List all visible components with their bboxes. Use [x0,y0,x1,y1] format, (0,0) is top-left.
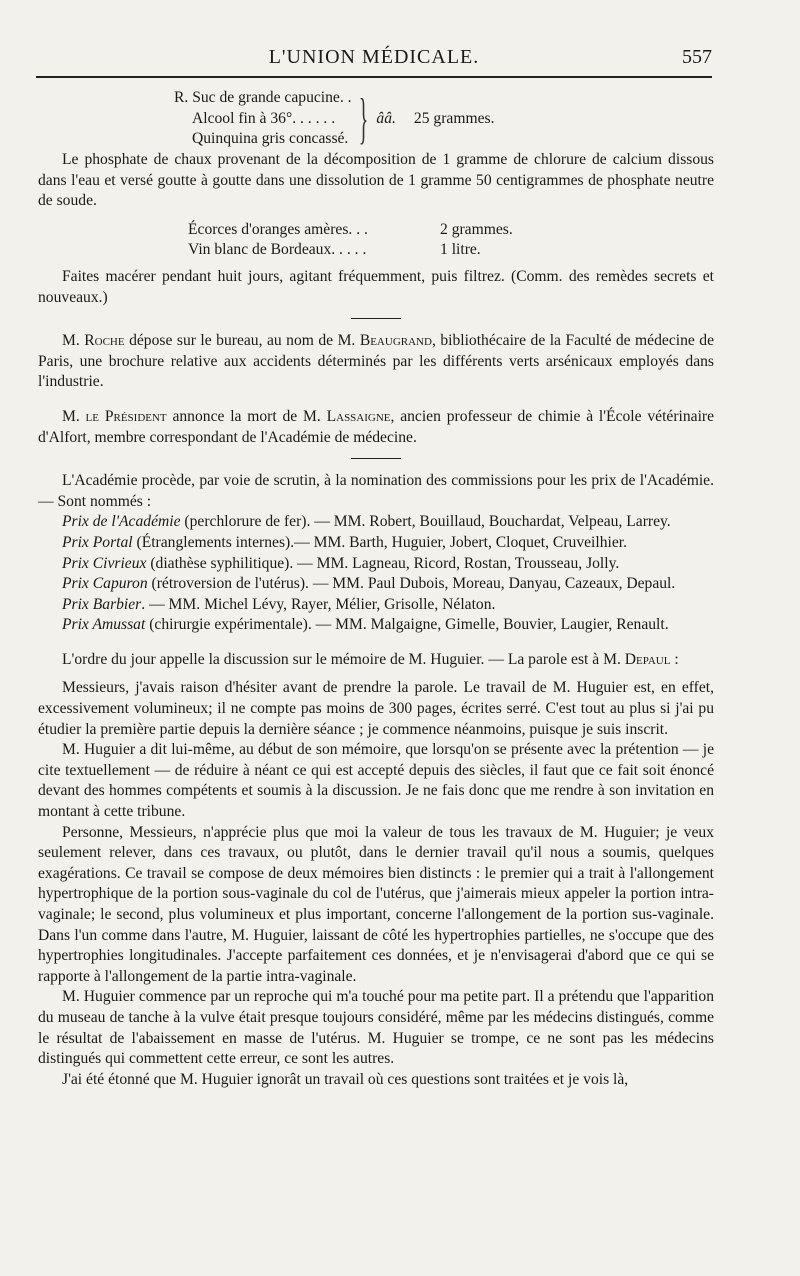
formula-line: Alcool fin à 36°. . . . . . [192,109,336,127]
prize-item: Prix de l'Académie (perchlorure de fer). — MM. Robert, Bouillaud, Bouchardat, Velpeau, Larrey. [62,513,671,531]
speech-paragraph: M. Huguier commence par un reproche qui m'a touché pour ma petite part. Il a prétendu que l'apparition du museau de tanche à la vulve était presque toujours considéré, même par les médecins distingués, comme le résultat de l'abaissement en masse de l'utérus. M. Huguier se trompe, ce ne sont pas les médecins distingués qui commettent cette erreur, ce sont les autres. [38,988,714,1068]
formula-line: Vin blanc de Bordeaux. . . . . [188,241,367,259]
formula-line: R. Suc de grande capucine. . [174,89,352,107]
speech-paragraph: J'ai été étonné que M. Huguier ignorât un travail où ces questions sont traitées et je vois là, [62,1070,629,1088]
prize-item: Prix Portal (Étranglements internes).— MM. Barth, Huguier, Jobert, Cloquet, Cruveilhier. [62,533,627,551]
speech-paragraph: Messieurs, j'avais raison d'hésiter avant de prendre la parole. Le travail de M. Huguier est, en effet, excessivement volumineux; il ne compte pas moins de 300 pages, écrites serré. C'est tout au plus si j'ai pu étudier la première partie depuis la dernière séance ; je commence néanmoins, puisque je suis inscrit. [38,679,714,738]
paragraph-maceration: Faites macérer pendant huit jours, agitant fréquemment, puis filtrez. (Comm. des remèdes secrets et nouveaux.) [38,267,714,306]
prize-item: Prix Amussat (chirurgie expérimentale). — MM. Malgaigne, Gimelle, Bouvier, Laugier, Renault. [62,616,669,634]
article-body [38,88,714,1090]
speech-paragraph: Personne, Messieurs, n'apprécie plus que moi la valeur de tous les travaux de M. Huguier; je veux seulement relever, dans ces travaux, ou plutôt, dans le dernier travail qu'il nous a soumis, quelques exagérations. Ce travail se compose de deux mémoires bien distincts : le premier qui a trait à l'allongement hypertrophique de la portion sous-vaginale du col de l'utérus, que j'aimerais mieux appeler la portion intra-vaginale; le second, plus volumineux et plus important, concerne l'allongement de la portion sus-vaginale. Dans l'un comme dans l'autre, M. Huguier, laissant de côté les hypertrophies partielles, ne s'occupe que des hypertrophies longitudinales. J'accepte parfaitement ces données, et je n'envisagerai d'abord que ce qui se rapporte à l'allongement de la partie intra-vaginale. [38,823,714,985]
page-header [36,46,712,72]
formula-oranges [38,220,714,261]
formula-abbr: ââ. [376,109,396,127]
paragraph-scrutin: L'Académie procède, par voie de scrutin, à la nomination des commissions pour les prix de l'Académie. — Sont nommés : [38,472,714,510]
prize-item: Prix Capuron (rétroversion de l'utérus). — MM. Paul Dubois, Moreau, Danyau, Cazeaux, Depaul. [62,575,676,593]
paragraph-ordre-du-jour: L'ordre du jour appelle la discussion sur le mémoire de M. Huguier. — La parole est à M. Depaul : [62,650,679,668]
name-lassaigne: Lassaigne [326,407,391,425]
paragraph-phosphate: Le phosphate de chaux provenant de la décomposition de 1 gramme de chlorure de calcium dissous dans l'eau et versé goutte à goutte dans une dissolution de 1 gramme 50 centigrammes de phosphate neutre de soude. [38,151,714,210]
name-beaugrand: Beaugrand [359,332,432,350]
paragraph-president: M. le Président annonce la mort de M. Lassaigne, ancien professeur de chimie à l'École vétérinaire d'Alfort, membre correspondant de l'Académie de médecine. [38,407,715,446]
name-president: Président [104,407,167,425]
prize-name: Prix de l'Académie [62,513,181,531]
page-number: 557 [682,46,712,68]
prize-name: Prix Capuron [62,575,148,593]
prize-item: Prix Barbier. — MM. Michel Lévy, Rayer, Mélier, Grisolle, Nélaton. [62,595,496,613]
section-divider [351,318,401,319]
running-title: L'UNION MÉDICALE. [268,46,480,68]
prize-name: Prix Civrieux [62,554,147,572]
formula-line: Quinquina gris concassé. [192,130,349,148]
prize-name: Prix Amussat [62,616,146,634]
name-depaul: Depaul [624,650,671,668]
formula-line: Écorces d'oranges amères. . . [188,220,368,238]
paragraph-roche: M. Roche dépose sur le bureau, au nom de M. Beaugrand, bibliothécaire de la Faculté de médecine de Paris, une brochure relative aux accidents déterminés par les différents verts arsénicaux employés dans l'industrie. [38,332,714,391]
formula-quantity: 25 grammes. [413,109,495,127]
prize-name: Prix Barbier [62,595,142,613]
formula-quantity: 1 litre. [440,241,481,259]
name-roche: Roche [84,332,125,350]
prize-item: Prix Civrieux (diathèse syphilitique). — MM. Lagneau, Ricord, Rostan, Trousseau, Jolly. [62,554,620,572]
speech-paragraph: M. Huguier a dit lui-même, au début de son mémoire, que lorsqu'on se présente avec la prétention — je cite textuellement — de réduire à néant ce qui est accepté depuis des siècles, il faut que ce fait soit énoncé devant des hommes compétents et soumis à la discussion. Je ne fais donc que me rendre à son invitation en montant à cette tribune. [38,741,714,821]
header-rule [36,76,712,78]
brace-symbol: } [358,88,368,150]
formula-quantity: 2 grammes. [440,220,513,238]
prize-name: Prix Portal [62,533,133,551]
formula-capucine [174,88,714,150]
section-divider [351,458,401,459]
